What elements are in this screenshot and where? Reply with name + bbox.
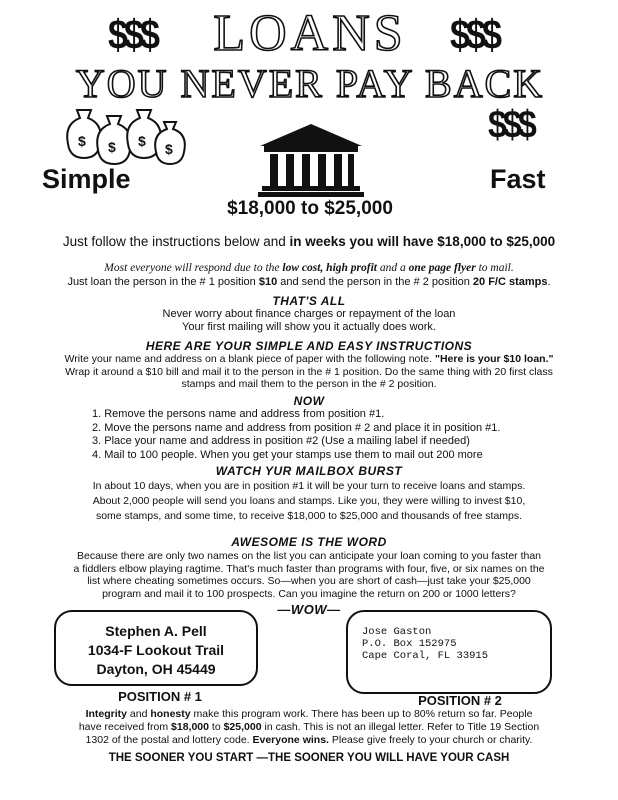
intro-line [0, 234, 618, 249]
step-2: 2. Move the persons name and address from position # 2 and place it in position #1. [92, 421, 501, 434]
instructions-text [0, 353, 618, 391]
wow-label: —WOW— [277, 602, 341, 617]
intro-bold: in weeks you will have $18,000 to $25,000 [289, 234, 556, 249]
awesome-text [0, 550, 618, 600]
simple-label: Simple [42, 164, 131, 194]
position-1-name: Stephen A. Pell [105, 623, 207, 639]
thats-all-line1: Never worry about finance charges or repayment of the loan [162, 308, 456, 320]
footer-line1 [0, 708, 618, 721]
bank-building-icon [256, 120, 366, 200]
awesome-line2: a fiddlers elbow playing ragtime. That's much faster than programs with four, five, or six names on the [73, 562, 545, 575]
dollar-signs-right: $$$ [450, 10, 499, 59]
dollar-signs-fast: $$$ [488, 103, 533, 147]
thats-all-line2: Your first mailing will show you it actually does work. [182, 321, 436, 333]
awesome-heading: AWESOME IS THE WORD [231, 535, 387, 549]
thats-all-text [0, 308, 618, 334]
thats-all-heading: THAT'S ALL [272, 294, 346, 308]
footer-line2 [0, 721, 618, 734]
instructions-line1 [0, 353, 618, 366]
loan-range: $18,000 to $25,000 [227, 198, 393, 219]
title-you-never-pay-back: YOU NEVER PAY BACK [75, 61, 545, 106]
loan-line [0, 276, 618, 288]
title-loans: LOANS [213, 5, 407, 62]
fast-label: Fast [490, 164, 546, 194]
position-2-address-box [346, 610, 552, 694]
step-4: 4. Mail to 100 people. When you get your stamps use them to mail out 200 more [92, 448, 483, 461]
svg-text:$: $ [165, 141, 173, 157]
step-1: 1. Remove the persons name and address from position #1. [92, 408, 385, 420]
position-1-label: POSITION # 1 [118, 689, 202, 704]
svg-text:$: $ [138, 133, 146, 149]
position-1-address-box [54, 610, 258, 686]
instructions-heading: HERE ARE YOUR SIMPLE AND EASY INSTRUCTIONS [145, 339, 473, 353]
mailbox-line3: some stamps, and some time, to receive $18,000 to $25,000 and thousands of free stamps. [95, 510, 523, 522]
loan-b: $10 [258, 276, 278, 288]
now-steps [92, 408, 500, 462]
position-2-label: POSITION # 2 [418, 693, 502, 708]
position-1-city: Dayton, OH 45449 [96, 661, 216, 677]
instructions-line1-a: Write your name and address on a blank piece of paper with the following note. [64, 353, 435, 365]
serif-b: low cost, high profit [282, 262, 377, 274]
serif-c: and a [376, 262, 409, 274]
svg-text:$: $ [108, 139, 116, 155]
now-heading: NOW [293, 394, 325, 408]
footer-l3-rest: Please give freely to your church or charity. [328, 734, 533, 746]
step-3: 3. Place your name and address in position #2 (Use a mailing label if needed) [92, 435, 470, 447]
svg-text:$: $ [78, 133, 86, 149]
serif-e: to mail. [475, 262, 514, 274]
position-2-city: Cape Coral, FL 33915 [362, 650, 489, 662]
instructions-line3: stamps and mail them to the person in the # 2 position. [181, 378, 437, 390]
mailbox-text [0, 479, 618, 524]
mailbox-line2: About 2,000 people will send you loans and stamps. Like you, they were willing to invest $10, [92, 495, 526, 507]
awesome-line4: program and mail it to 100 prospects. Can you imagine the return on 200 or 1000 letters? [102, 587, 516, 600]
mailbox-line1: In about 10 days, when you are in position #1 it will be your turn to receive loans and stamps. [92, 480, 526, 492]
instructions-line1-quote: "Here is your $10 loan." [434, 353, 554, 365]
footer-l2-rest: in cash. This is not an illegal letter. Refer to Title 19 Section [261, 721, 540, 733]
footer-l2-amount2: $25,000 [223, 721, 262, 733]
footer-l1-and: and [126, 708, 151, 720]
footer-l2-to: to [209, 721, 224, 733]
dollar-signs-left: $$$ [108, 10, 157, 59]
position-2-name: Jose Gaston [362, 626, 432, 638]
footer-everyone-wins: Everyone wins. [252, 734, 329, 746]
footer-l3-a: 1302 of the postal and lottery code. [85, 734, 253, 746]
intro-plain: Just follow the instructions below and [62, 234, 290, 249]
loan-e: . [547, 276, 551, 288]
footer-line3 [0, 734, 618, 747]
loan-d: 20 F/C stamps [472, 276, 548, 288]
awesome-line1: Because there are only two names on the list you can anticipate your loan coming to you faster than [76, 550, 542, 562]
serif-a: Most everyone will respond due to the [104, 262, 283, 274]
awesome-line3: list where cheating sometimes occurs. So—when you are short of cash—just take your $25,000 [87, 575, 531, 587]
footer-honesty: honesty [150, 708, 191, 720]
loan-c: and send the person in the # 2 position [277, 276, 473, 288]
serif-line [0, 262, 618, 274]
closing-line: THE SOONER YOU START —THE SOONER YOU WILL HAVE YOUR CASH [108, 752, 510, 764]
loan-a: Just loan the person in the # 1 position [67, 276, 259, 288]
serif-d: one page flyer [408, 262, 476, 274]
footer-l1-rest: make this program work. There has been up to 80% return so far. People [190, 708, 533, 720]
instructions-line2: Wrap it around a $10 bill and mail it to the person in the # 1 position. Do the same thing with 20 first class [65, 365, 553, 378]
footer-l2-a: have received from [78, 721, 172, 733]
footer-integrity: Integrity [85, 708, 127, 720]
footer-l2-amount1: $18,000 [171, 721, 209, 733]
footer-text [0, 708, 618, 747]
mailbox-heading: WATCH YUR MAILBOX BURST [215, 464, 403, 478]
position-2-street: P.O. Box 152975 [362, 638, 457, 650]
position-1-street: 1034-F Lookout Trail [87, 642, 225, 658]
